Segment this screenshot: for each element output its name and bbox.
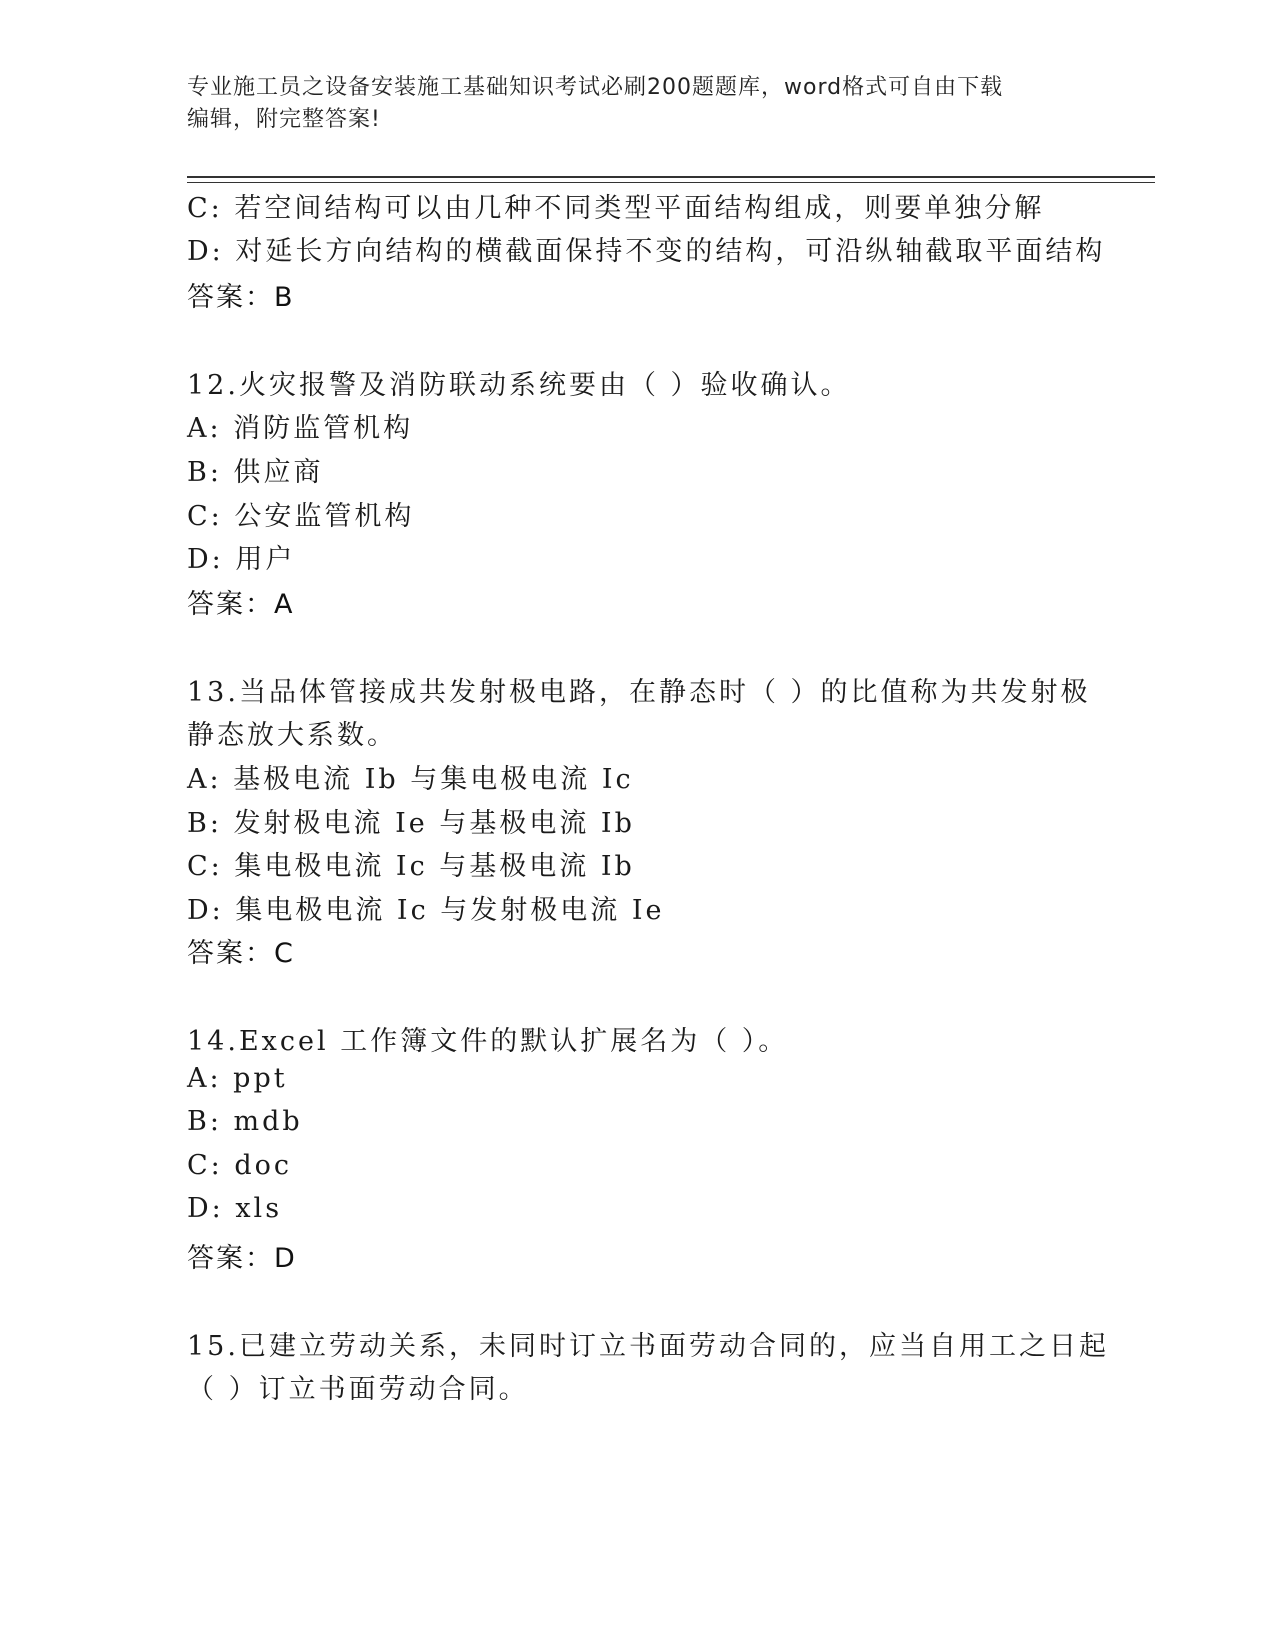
q12-answer: 答案：A [187, 589, 295, 620]
q15-stem-line-2: （ ）订立书面劳动合同。 [187, 1374, 529, 1405]
q14-option-c: C: doc [187, 1150, 292, 1181]
q13-option-a: A: 基极电流 Ib 与集电极电流 Ic [187, 764, 634, 795]
q14-option-b: B: mdb [187, 1106, 303, 1137]
q12-stem: 12.火灾报警及消防联动系统要由（ ）验收确认。 [187, 370, 851, 401]
q13-option-d: D: 集电极电流 Ic 与发射极电流 Ie [187, 895, 665, 926]
q12-option-c: C: 公安监管机构 [187, 501, 415, 532]
header-title-line-2: 编辑，附完整答案! [187, 107, 381, 132]
q11-option-d: D: 对延长方向结构的横截面保持不变的结构，可沿纵轴截取平面结构 [187, 236, 1106, 267]
header-divider-thin [187, 182, 1155, 183]
q13-stem-line-2: 静态放大系数。 [187, 720, 397, 751]
q14-option-a: A: ppt [187, 1063, 288, 1094]
q14-stem: 14.Excel 工作簿文件的默认扩展名为（ ）。 [187, 1026, 789, 1057]
q12-option-a: A: 消防监管机构 [187, 413, 414, 444]
header-title-line-1: 专业施工员之设备安装施工基础知识考试必刷200题题库，word格式可自由下载 [187, 75, 1004, 100]
q12-option-d: D: 用户 [187, 544, 296, 575]
q15-stem-line-1: 15.已建立劳动关系，未同时订立书面劳动合同的，应当自用工之日起 [187, 1331, 1109, 1362]
q14-answer: 答案：D [187, 1243, 297, 1274]
q11-answer: 答案：B [187, 282, 295, 313]
document-header [187, 72, 1067, 136]
q13-option-c: C: 集电极电流 Ic 与基极电流 Ib [187, 851, 635, 882]
header-divider-thick [187, 176, 1155, 178]
q11-option-c: C: 若空间结构可以由几种不同类型平面结构组成，则要单独分解 [187, 193, 1045, 224]
q13-stem-line-1: 13.当品体管接成共发射极电路，在静态时（ ）的比值称为共发射极 [187, 677, 1091, 708]
q13-option-b: B: 发射极电流 Ie 与基极电流 Ib [187, 808, 635, 839]
q14-option-d: D: xls [187, 1193, 283, 1224]
q12-option-b: B: 供应商 [187, 457, 324, 488]
q13-answer: 答案：C [187, 938, 295, 969]
